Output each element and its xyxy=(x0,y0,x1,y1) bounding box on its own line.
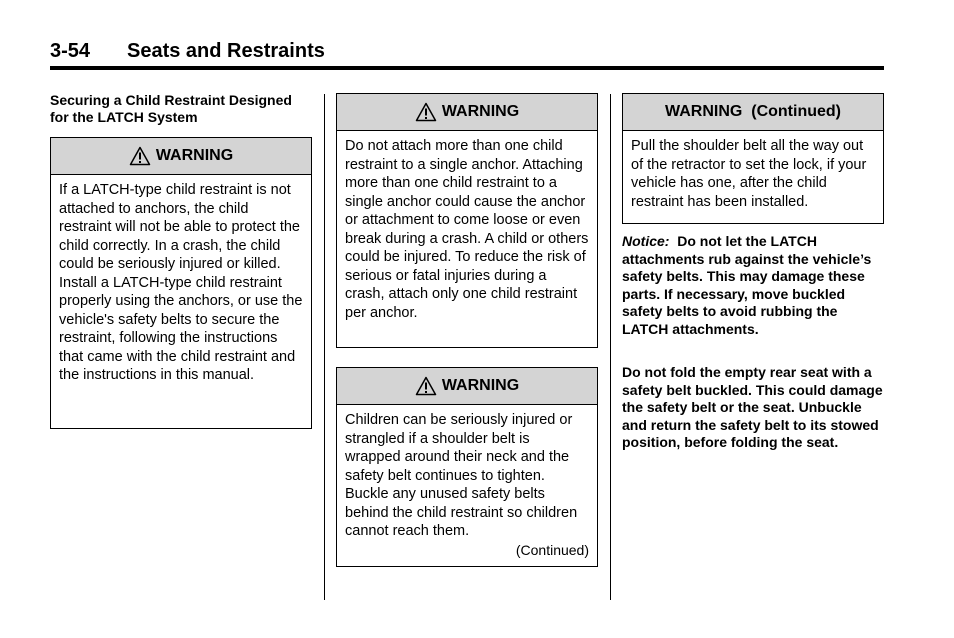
warning-text: Pull the shoulder belt all the way out of the retractor to set the lock, if your vehicle has one, after the child restraint has been installed. xyxy=(631,138,867,210)
warning-header xyxy=(337,94,597,131)
warning-text: Do not attach more than one child restraint to a single anchor. Attaching more than one child restraint to a single anchor could cause the anchor or attachment to come loose or even break during a crash. A child or others could be injured. To reduce the risk of serious or fatal injuries during a crash, attach only one child restraint per anchor. xyxy=(345,138,589,321)
warning-header xyxy=(337,368,597,405)
chapter-title: Seats and Restraints xyxy=(127,40,325,62)
page-number: 3-54 xyxy=(50,40,91,62)
page-header xyxy=(50,38,884,70)
warning-title: WARNING (Continued) xyxy=(665,103,841,120)
warning-title: WARNING xyxy=(155,147,234,164)
notice-text: Do not let the LATCH attachments rub against the vehicle’s safety belts. This may damage these parts. If necessary, move buckled safety belts to avoid rubbing the LATCH attachments. xyxy=(622,233,872,337)
warning-box-latch xyxy=(50,137,312,429)
warning-header xyxy=(51,138,311,175)
warning-text: Children can be seriously injured or strangled if a shoulder belt is wrapped around their neck and the safety belt continues to tighten. Buckle any unused safety belts behind the child restraint so children cannot reach them. xyxy=(345,412,578,539)
continued-label: (Continued) xyxy=(515,541,589,558)
warning-header xyxy=(623,94,883,131)
section-heading: Securing a Child Restraint Designed for the LATCH System xyxy=(50,92,292,125)
warning-triangle-icon xyxy=(129,146,151,166)
warning-box-shoulder-belt xyxy=(336,367,598,567)
warning-title: WARNING xyxy=(441,377,520,394)
body-paragraph: Do not fold the empty rear seat with a safety belt buckled. This could damage the safety belt or the seat. Unbuckle and return the safety belt to its stowed position, before folding the seat. xyxy=(622,364,883,451)
warning-text: If a LATCH-type child restraint is not attached to anchors, the child restraint will not be able to protect the child correctly. In a crash, the child could be seriously injured or killed. Install a LATCH-type child restraint properly using the anchors, or use the vehicle's safety belts to secure the restraint, following the instructions that came with the child restraint and the instructions in this manual. xyxy=(59,182,303,383)
warning-title: WARNING xyxy=(441,103,520,120)
notice-label: Notice: xyxy=(622,233,670,249)
warning-triangle-icon xyxy=(415,102,437,122)
warning-box-continued xyxy=(622,93,884,224)
warning-triangle-icon xyxy=(415,376,437,396)
notice-paragraph xyxy=(622,233,884,339)
warning-box-single-anchor xyxy=(336,93,598,348)
column-divider-left xyxy=(324,94,325,600)
column-divider-right xyxy=(610,94,611,600)
